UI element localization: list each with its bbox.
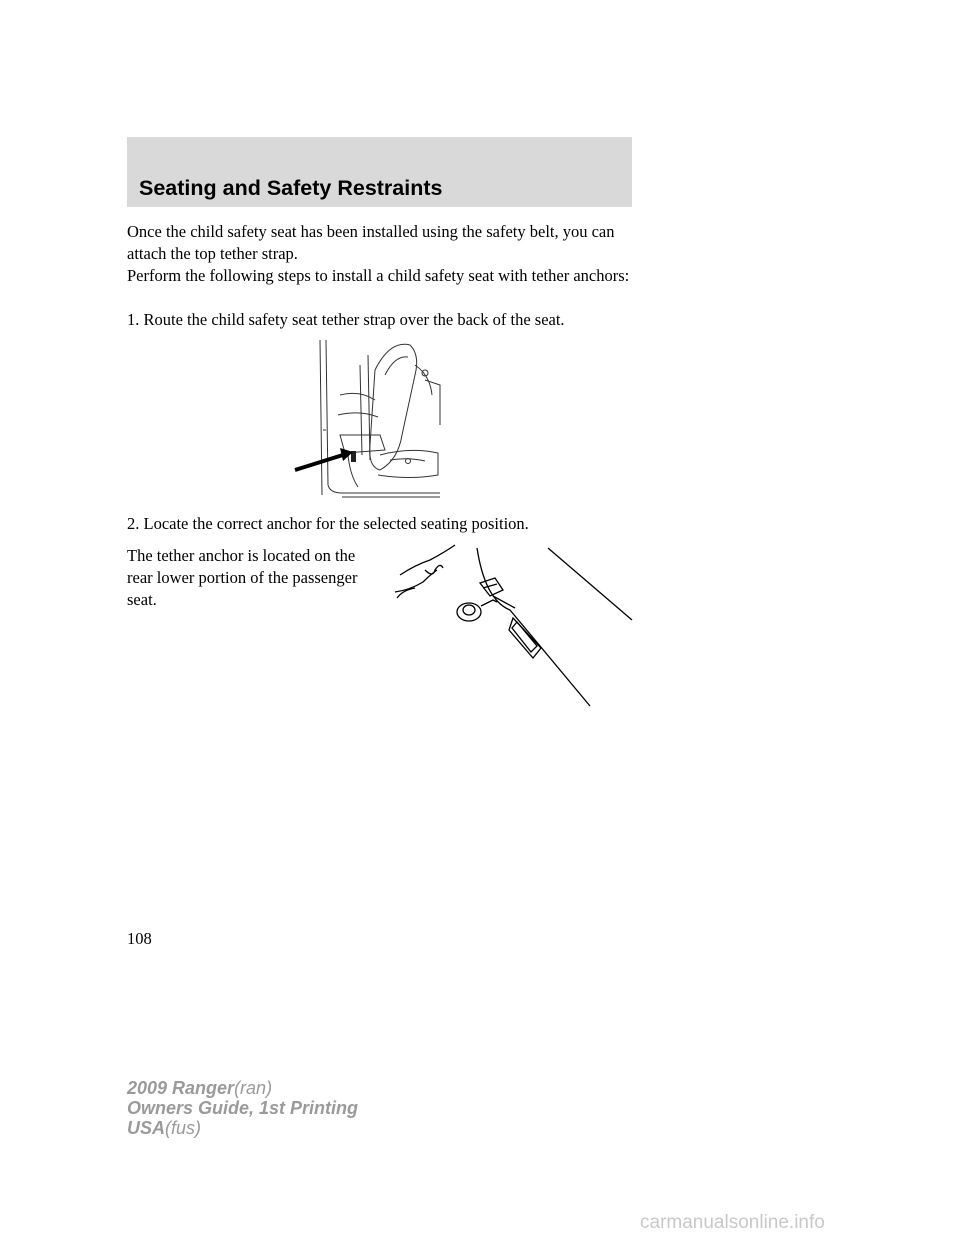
section-title: Seating and Safety Restraints bbox=[139, 176, 443, 200]
footer-market-code: (fus) bbox=[165, 1118, 202, 1138]
footer-model-code: (ran) bbox=[234, 1078, 273, 1098]
footer-market: USA bbox=[127, 1118, 166, 1138]
page-number: 108 bbox=[127, 929, 152, 948]
steps-intro-paragraph: Perform the following steps to install a child safety seat with tether anchors: bbox=[127, 266, 630, 285]
intro-paragraph: Once the child safety seat has been installed using the safety belt, you can attach the top tether strap. bbox=[127, 222, 615, 263]
footer-line-1 bbox=[127, 1078, 358, 1098]
footer-line-2: Owners Guide, 1st Printing bbox=[127, 1098, 359, 1118]
step-2-text: 2. Locate the correct anchor for the selected seating position. bbox=[127, 514, 529, 533]
step-1-text: 1. Route the child safety seat tether strap over the back of the seat. bbox=[127, 310, 565, 329]
watermark: carmanualsonline.info bbox=[640, 1212, 825, 1233]
footer-model: 2009 Ranger bbox=[127, 1078, 235, 1098]
seat-tether-illustration bbox=[290, 335, 450, 500]
tether-anchor-illustration bbox=[385, 540, 640, 710]
footer-block bbox=[127, 1078, 358, 1138]
footer-line-3 bbox=[127, 1118, 358, 1138]
tether-anchor-location-text: The tether anchor is located on the rear lower portion of the passenger seat. bbox=[127, 546, 358, 609]
